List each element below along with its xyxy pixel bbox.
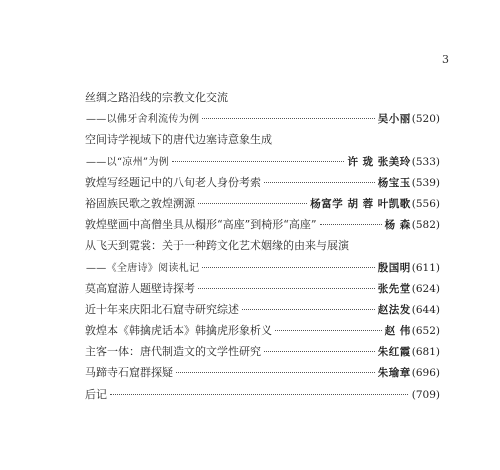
toc-entry-title: 敦煌壁画中高僧坐具从榻形“高座”到椅形“高座” xyxy=(85,218,317,232)
toc-entry-author: 赵法发 xyxy=(377,303,411,316)
toc-entry xyxy=(85,217,440,238)
toc-entry xyxy=(85,302,440,323)
toc-entry-author: 许 珑 张美玲 xyxy=(347,155,411,168)
toc-entry xyxy=(85,387,440,408)
toc-entry-title: 近十年来庆阳北石窟寺研究综述 xyxy=(85,302,239,316)
toc-entry-subtitle: ——以“凉州”为例 xyxy=(86,156,169,168)
toc-entry xyxy=(85,111,440,132)
toc-entry-pages: (644) xyxy=(411,303,440,316)
toc-entry-pages: (652) xyxy=(411,325,440,338)
toc-entry-author: 吴小丽 xyxy=(377,113,411,126)
dot-leader xyxy=(176,372,375,373)
toc-entry xyxy=(85,238,440,259)
toc-entry-author: 杨宝玉 xyxy=(377,176,411,189)
toc-entry-author: 殷国明 xyxy=(377,261,411,274)
toc-entry-pages: (696) xyxy=(411,367,440,380)
page-number: 3 xyxy=(442,53,449,66)
toc-entry-pages: (533) xyxy=(411,155,440,168)
dot-leader xyxy=(202,118,374,119)
dot-leader xyxy=(198,288,375,289)
toc-entry-author: 赵 伟 xyxy=(384,325,411,338)
toc-entry-pages: (582) xyxy=(411,219,440,232)
toc-entry xyxy=(85,90,440,111)
toc-entry-title: 主客一体：唐代制造文的文学性研究 xyxy=(85,345,261,359)
toc-entry-title: 空间诗学视域下的唐代边塞诗意象生成 xyxy=(85,133,272,147)
dot-leader xyxy=(198,203,307,204)
dot-leader xyxy=(264,351,375,352)
table-of-contents xyxy=(85,90,440,408)
dot-leader xyxy=(242,309,375,310)
toc-entry xyxy=(85,323,440,344)
toc-entry xyxy=(85,132,440,153)
toc-entry-title: 敦煌写经题记中的八旬老人身份考索 xyxy=(85,175,261,189)
dot-leader xyxy=(320,224,382,225)
toc-entry-title: 裕固族民歌之敦煌溯源 xyxy=(85,196,195,210)
dot-leader xyxy=(110,394,408,395)
toc-entry xyxy=(85,175,440,196)
toc-entry-title: 丝绸之路沿线的宗教文化交流 xyxy=(85,91,228,104)
toc-entry xyxy=(85,196,440,217)
toc-entry-pages: (556) xyxy=(411,197,440,210)
dot-leader xyxy=(264,182,375,183)
dot-leader xyxy=(202,267,374,268)
toc-entry-author: 杨富学 胡 蓉 叶凯歌 xyxy=(310,197,411,210)
toc-entry-title: 后记 xyxy=(85,387,107,401)
toc-entry-author: 朱瑜章 xyxy=(377,367,411,380)
toc-entry xyxy=(85,281,440,302)
toc-entry-title: 从飞天到霓裳：关于一种跨文化艺术姻缘的由来与展演 xyxy=(85,239,349,253)
toc-entry-author: 张先堂 xyxy=(377,282,411,295)
toc-entry-pages: (624) xyxy=(411,282,440,295)
dot-leader xyxy=(275,330,382,331)
dot-leader xyxy=(172,161,345,162)
toc-entry-title: 马蹄寺石窟群探疑 xyxy=(85,366,173,380)
toc-entry xyxy=(85,260,440,281)
toc-entry xyxy=(85,154,440,175)
toc-entry-author: 朱红霞 xyxy=(377,346,411,359)
toc-entry-pages: (539) xyxy=(411,176,440,189)
toc-entry-subtitle: ——以佛牙舍利流传为例 xyxy=(86,114,200,126)
toc-entry-pages: (520) xyxy=(411,113,440,126)
toc-entry-pages: (611) xyxy=(411,261,440,274)
toc-entry-author: 杨 森 xyxy=(384,219,411,232)
toc-entry xyxy=(85,365,440,386)
toc-entry-pages: (709) xyxy=(411,388,440,401)
toc-entry-subtitle: ——《全唐诗》阅读札记 xyxy=(86,262,200,274)
toc-entry-pages: (681) xyxy=(411,346,440,359)
toc-entry-title: 敦煌本《韩擒虎话本》韩擒虎形象析义 xyxy=(85,324,272,338)
toc-entry-title: 莫高窟游人题壁诗探考 xyxy=(85,281,195,295)
toc-entry xyxy=(85,344,440,365)
